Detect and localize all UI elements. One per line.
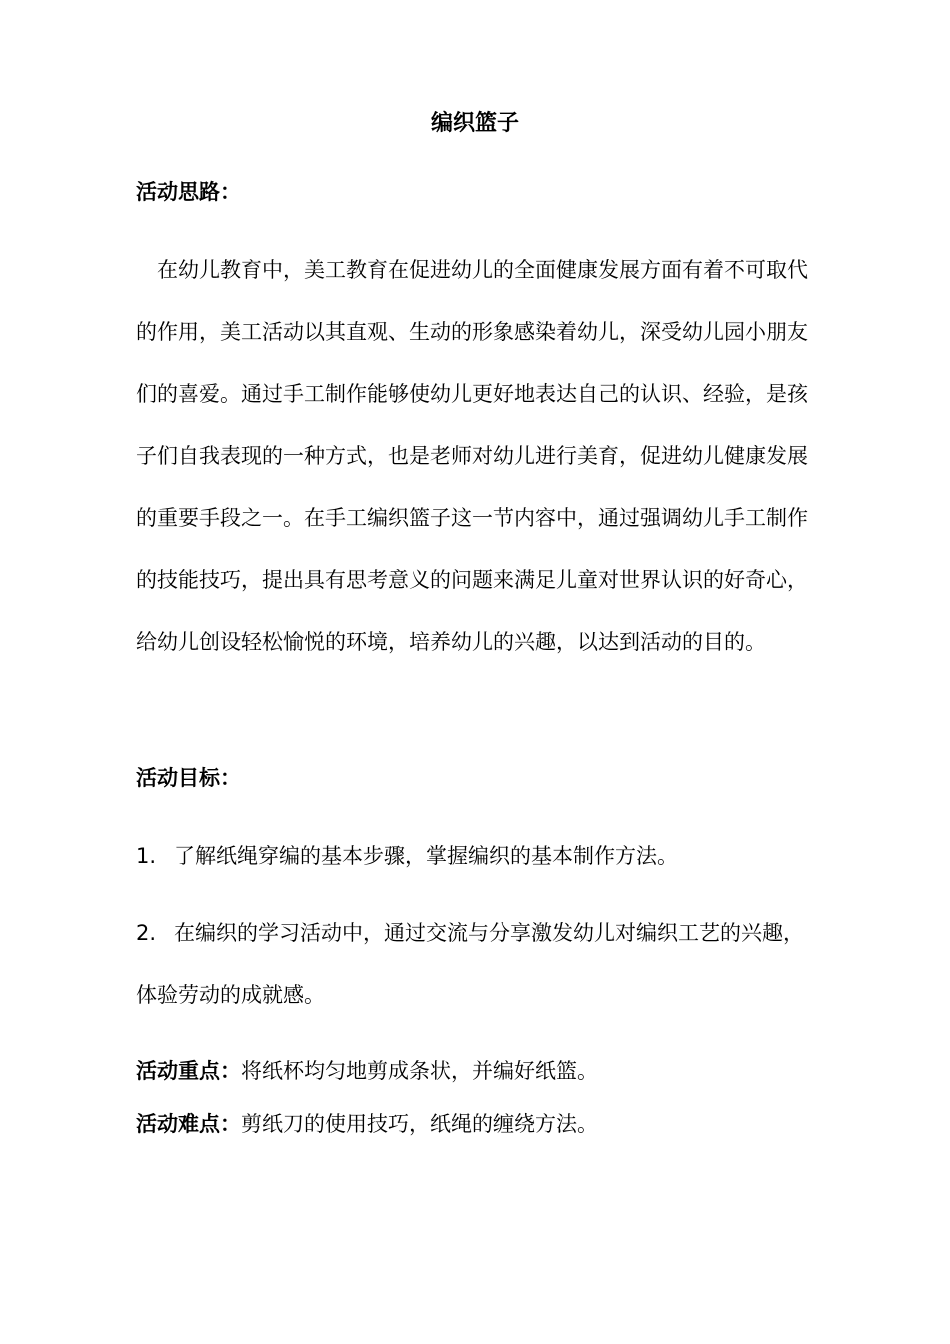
- goal-number: 2.: [136, 921, 157, 945]
- document-title: 编织篮子: [430, 111, 519, 136]
- goal-text: 在编织的学习活动中，通过交流与分享激发幼儿对编织工艺的兴趣，体验劳动的成就感。: [136, 921, 804, 1007]
- difficulty-label: 活动难点：: [136, 1112, 241, 1136]
- goal-number: 1.: [136, 844, 157, 868]
- goal-item-1: [136, 825, 808, 887]
- idea-heading: 活动思路：: [136, 180, 241, 204]
- difficulty-text: 剪纸刀的使用技巧，纸绳的缠绕方法。: [241, 1112, 598, 1136]
- key-point-label: 活动重点：: [136, 1059, 241, 1083]
- difficulty-line: [136, 1108, 598, 1140]
- key-point-line: [136, 1055, 598, 1087]
- idea-paragraph: 在幼儿教育中，美工教育在促进幼儿的全面健康发展方面有着不可取代的作用，美工活动以其直观、生动的形象感染着幼儿，深受幼儿园小朋友们的喜爱。通过手工制作能够使幼儿更好地表达自己的认识、经验，是孩子们自我表现的一种方式，也是老师对幼儿进行美育，促进幼儿健康发展的重要手段之一。在手工编织篮子这一节内容中，通过强调幼儿手工制作的技能技巧，提出具有思考意义的问题来满足儿童对世界认识的好奇心，给幼儿创设轻松愉悦的环境，培养幼儿的兴趣，以达到活动的目的。: [136, 258, 808, 654]
- key-point-text: 将纸杯均匀地剪成条状，并编好纸篮。: [241, 1059, 598, 1083]
- goal-text: 了解纸绳穿编的基本步骤，掌握编织的基本制作方法。: [174, 844, 678, 868]
- goals-heading: 活动目标：: [136, 766, 241, 790]
- goal-item-2: [136, 902, 808, 1026]
